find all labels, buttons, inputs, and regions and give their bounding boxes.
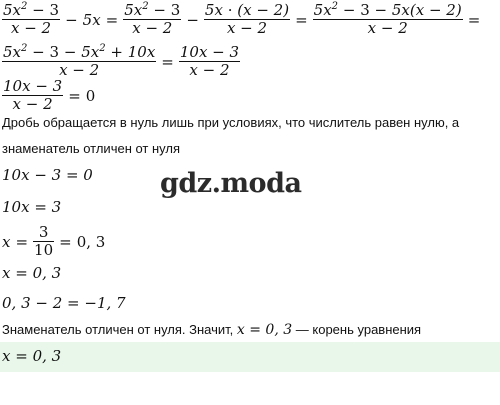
explanation-text-2: знаменатель отличен от нуля <box>2 141 181 156</box>
inline-answer: x = 0, 3 <box>236 322 293 338</box>
explanation-text-1: Дробь обращается в нуль лишь при условиях, что числитель равен нулю, а <box>2 115 460 130</box>
fraction-8: $\frac{3}{10}$ <box>34 223 54 259</box>
equation-line-6: x = $\frac{3}{10}$ = 0, 3 <box>2 223 106 259</box>
equation-line-2: $\frac{5x^2 - 3 - 5x^2 + 10x}{x - 2}$ = $\frac{10x - 3}{x - 2}$ <box>3 43 240 79</box>
equation-line-5: 10x = 3 <box>2 198 62 216</box>
watermark-logo: gdz.moda <box>160 168 302 199</box>
equation-line-7: x = 0, 3 <box>2 264 62 282</box>
fraction-1: $\frac{5x^2 - 3}{x - 2}$ <box>3 1 60 37</box>
conclusion-text: Знаменатель отличен от нуля. Значит, x = 0, 3 — корень уравнения <box>2 322 422 338</box>
final-answer: x = 0, 3 <box>2 347 62 365</box>
equation-line-8: 0, 3 − 2 = −1, 7 <box>2 294 126 312</box>
fraction-6: $\frac{10x - 3}{x - 2}$ <box>179 43 240 79</box>
fraction-4: $\frac{5x^2 - 3 - 5x(x - 2)}{x - 2}$ <box>313 1 462 37</box>
equation-line-1: $\frac{5x^2 - 3}{x - 2}$ − 5x = $\frac{5x^2 - 3}{x - 2}$ − $\frac{5x \cdot (x - 2)}{x - 2}$ = $\frac{5x^2 - 3 - 5x(x - 2)}{x - 2}$ = <box>3 1 481 37</box>
fraction-5: $\frac{5x^2 - 3 - 5x^2 + 10x}{x - 2}$ <box>3 43 156 79</box>
answer-highlight <box>0 342 500 372</box>
equation-line-3: $\frac{10x - 3}{x - 2}$ = 0 <box>3 77 96 113</box>
fraction-7: $\frac{10x - 3}{x - 2}$ <box>3 77 63 113</box>
equation-line-4: 10x − 3 = 0 <box>2 166 93 184</box>
fraction-3: $\frac{5x \cdot (x - 2)}{x - 2}$ <box>204 1 290 37</box>
fraction-2: $\frac{5x^2 - 3}{x - 2}$ <box>124 1 181 37</box>
